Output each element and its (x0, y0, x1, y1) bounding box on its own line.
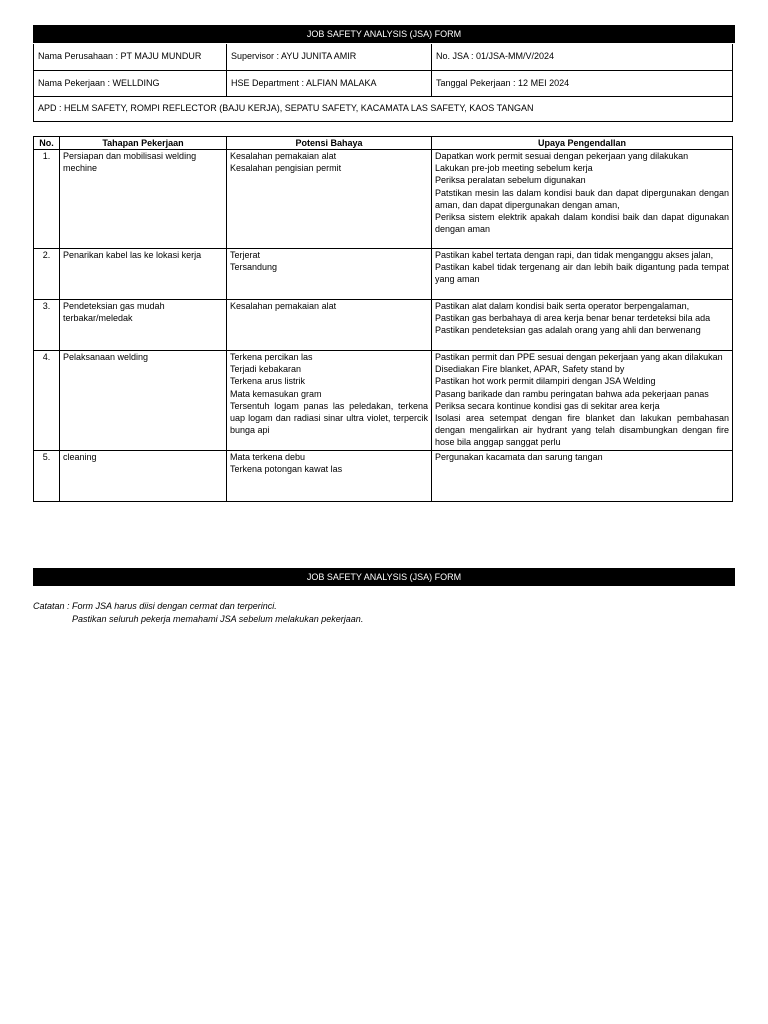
hazard-item: Terkena percikan las (230, 352, 313, 362)
hazard-item: Kesalahan pengisian permit (230, 163, 342, 174)
info-section (33, 44, 733, 122)
company-name: Nama Perusahaan : PT MAJU MUNDUR (38, 51, 202, 61)
hazard-item: Terjerat (230, 250, 261, 260)
control-item: Pastikan kabel tidak tergenang air dan lebih baik digantung pada tempat yang aman (435, 262, 729, 285)
hse-department: HSE Department : ALFIAN MALAKA (231, 78, 377, 88)
note-line: Pastikan seluruh pekerja memahami JSA sebelum melakukan pekerjaan. (72, 614, 364, 624)
control-item: Pastikan alat dalam kondisi baik serta operator berpengalaman, (435, 301, 690, 311)
control-item: Pastikan kabel tertata dengan rapi, dan tidak menganggu akses jalan, (435, 250, 714, 260)
control-item: Pastikan permit dan PPE sesuai dengan pekerjaan yang akan dilakukan (435, 352, 723, 362)
job-date: Tanggal Pekerjaan : 12 MEI 2024 (436, 78, 570, 88)
hazard-item: Terjadi kebakaran (230, 364, 302, 375)
control-item: Dapatkan work permit sesuai dengan pekerjaan yang dilakukan (435, 151, 689, 161)
row-number: 3. (34, 300, 60, 351)
control-item: Pastikan hot work permit dilampiri dengan JSA Welding (435, 376, 656, 387)
info-divider (34, 70, 732, 71)
control-item: Isolasi area setempat dengan fire blanket dan lakukan pembahasan dengan mengalirkan air hydrant yang telah disambungkan dengan fire hose bila anggap sanggat perlu (435, 413, 729, 448)
row-potensi (227, 150, 432, 249)
control-item: Pasang barikade dan rambu peringatan bahwa ada pekerjaan panas (435, 388, 709, 399)
col-header-potensi: Potensi Bahaya (227, 137, 432, 150)
jsa-table (33, 136, 733, 502)
footer-title-bar (33, 568, 735, 586)
table-row (34, 300, 733, 351)
hazard-item: Mata terkena debu (230, 452, 306, 462)
col-header-tahapan: Tahapan Pekerjaan (60, 137, 227, 150)
row-upaya (432, 300, 733, 351)
row-number: 1. (34, 150, 60, 249)
col-header-upaya: Upaya Pengendallan (432, 137, 733, 150)
row-tahapan: Pelaksanaan welding (60, 351, 227, 451)
hazard-item: Kesalahan pemakaian alat (230, 301, 337, 311)
supervisor: Supervisor : AYU JUNITA AMIR (231, 51, 357, 61)
control-item: Pastikan gas berbahaya di area kerja benar benar terdeteksi bila ada (435, 313, 711, 324)
hazard-item: Terkena arus listrik (230, 376, 306, 387)
row-tahapan: cleaning (60, 451, 227, 502)
table-row (34, 249, 733, 300)
hazard-item: Mata kemasukan gram (230, 388, 322, 399)
row-tahapan: Persiapan dan mobilisasi welding mechine (60, 150, 227, 249)
note-section (33, 600, 363, 626)
control-item: Periksa sistem elektrik apakah dalam kondisi baik dan dapat digunakan dengan aman (435, 212, 729, 235)
control-item: Periksa secara kontinue kondisi gas di sekitar area kerja (435, 400, 660, 411)
table-row (34, 150, 733, 249)
form-title-bar (33, 25, 735, 43)
col-header-no: No. (34, 137, 60, 150)
control-item: Periksa peralatan sebelum digunakan (435, 175, 586, 186)
control-item: Pastikan pendeteksian gas adalah orang yang ahli dan berwenang (435, 325, 701, 336)
row-potensi (227, 249, 432, 300)
row-upaya (432, 150, 733, 249)
table-header-row (34, 137, 733, 150)
apd-list: APD : HELM SAFETY, ROMPI REFLECTOR (BAJU KERJA), SEPATU SAFETY, KACAMATA LAS SAFETY, KAOS TANGAN (38, 103, 534, 113)
form-title: JOB SAFETY ANALYSIS (JSA) FORM (306, 29, 462, 39)
footer-title: JOB SAFETY ANALYSIS (JSA) FORM (306, 572, 462, 582)
control-item: Lakukan pre-job meeting sebelum kerja (435, 163, 593, 174)
row-number: 5. (34, 451, 60, 502)
row-potensi (227, 300, 432, 351)
row-tahapan: Pendeteksian gas mudah terbakar/meledak (60, 300, 227, 351)
hazard-item: Terkena potongan kawat las (230, 464, 343, 475)
row-upaya (432, 249, 733, 300)
row-potensi (227, 451, 432, 502)
row-upaya (432, 451, 733, 502)
job-name: Nama Pekerjaan : WELLDING (38, 78, 160, 88)
table-row (34, 451, 733, 502)
row-tahapan: Penarikan kabel las ke lokasi kerja (60, 249, 227, 300)
jsa-number: No. JSA : 01/JSA-MM/V/2024 (436, 51, 555, 61)
info-divider (34, 96, 732, 97)
hazard-item: Tersentuh logam panas las peledakan, terkena uap logam dan radiasi sinar ultra violet, terpercik bunga api (230, 400, 428, 436)
row-upaya (432, 351, 733, 451)
row-number: 4. (34, 351, 60, 451)
hazard-item: Kesalahan pemakaian alat (230, 151, 337, 161)
control-item: Disediakan Fire blanket, APAR, Safety stand by (435, 364, 625, 375)
table-row (34, 351, 733, 451)
hazard-item: Tersandung (230, 262, 278, 273)
row-number: 2. (34, 249, 60, 300)
control-item: Patstikan mesin las dalam kondisi bauk dan dapat dipergunakan dengan aman, dan dapat dipergunakan dengan aman, (435, 187, 729, 210)
control-item: Pergunakan kacamata dan sarung tangan (435, 452, 603, 462)
note-line: Catatan : Form JSA harus diisi dengan cermat dan terperinci. (33, 601, 277, 611)
row-potensi (227, 351, 432, 451)
